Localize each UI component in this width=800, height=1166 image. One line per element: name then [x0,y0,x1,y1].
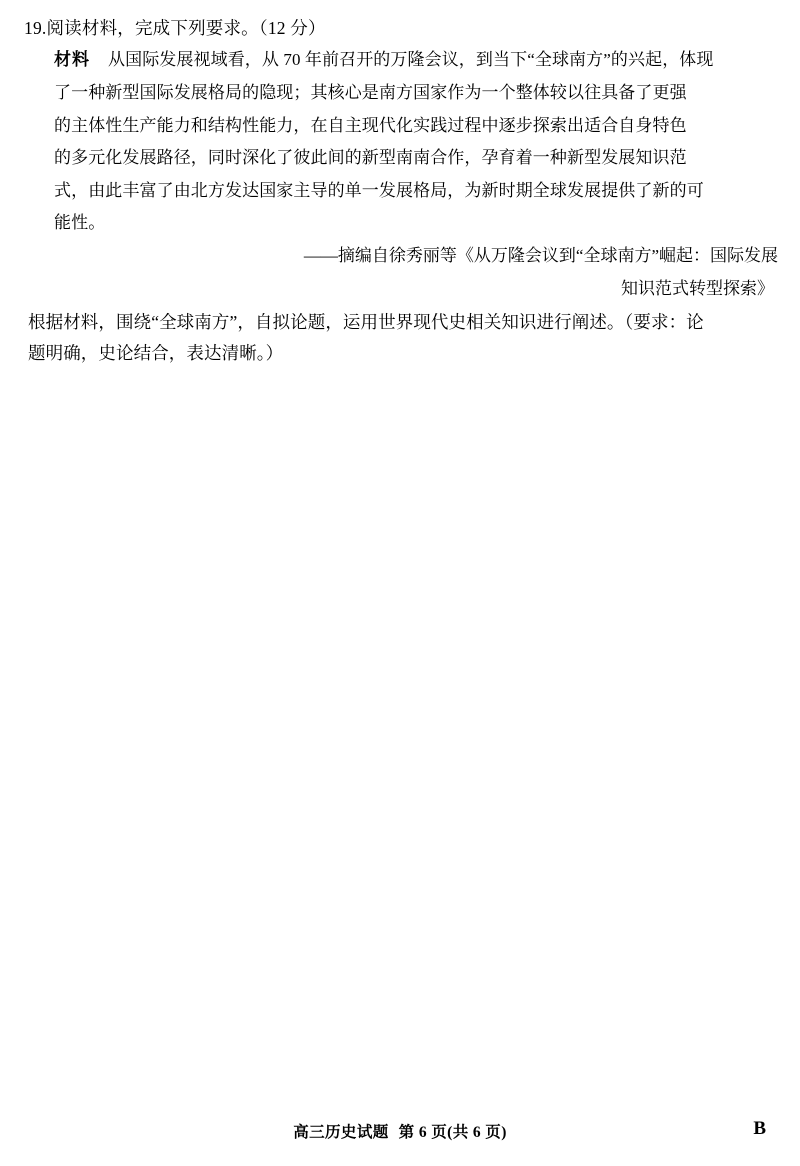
material-line-1 [54,44,780,77]
material-line-5: 式，由此丰富了由北方发达国家主导的单一发展格局，为新时期全球发展提供了新的可 [54,180,704,200]
question-number-line: 19.阅读材料，完成下列要求。（12 分） [24,18,326,38]
footer-page-number: 第 6 页(共 6 页) [398,1124,507,1141]
question-content [24,14,780,370]
material-line-6: 能性。 [54,213,106,233]
footer-center [0,1120,800,1142]
footer-version-mark: B [753,1118,766,1139]
requirement-block [24,307,780,369]
material-label: 材料 [54,50,90,70]
source-line-2: 知识范式转型探索》 [621,278,774,298]
material-line-3: 的主体性生产能力和结构性能力，在自主现代化实践过程中逐步探索出适合自身特色 [54,115,687,135]
material-line-2: 了一种新型国际发展格局的隐现；其核心是南方国家作为一个整体较以往具备了更强 [54,82,687,102]
source-line-1: ——摘编自徐秀丽等《从万隆会议到“全球南方”崛起：国际发展 [303,246,778,266]
page-footer [0,1120,800,1144]
requirement-line-2: 题明确，史论结合，表达清晰。） [28,343,284,364]
material-block [24,44,780,240]
requirement-line-1: 根据材料，围绕“全球南方”，自拟论题，运用世界现代史相关知识进行阐述。（要求：论 [28,312,704,333]
footer-title: 高三历史试题 [293,1124,389,1141]
material-line-4: 的多元化发展路径，同时深化了彼此间的新型南南合作，孕育着一种新型发展知识范 [54,148,687,168]
material-line-1-text: 从国际发展视域看，从 70 年前召开的万隆会议，到当下“全球南方”的兴起，体现 [108,50,714,70]
